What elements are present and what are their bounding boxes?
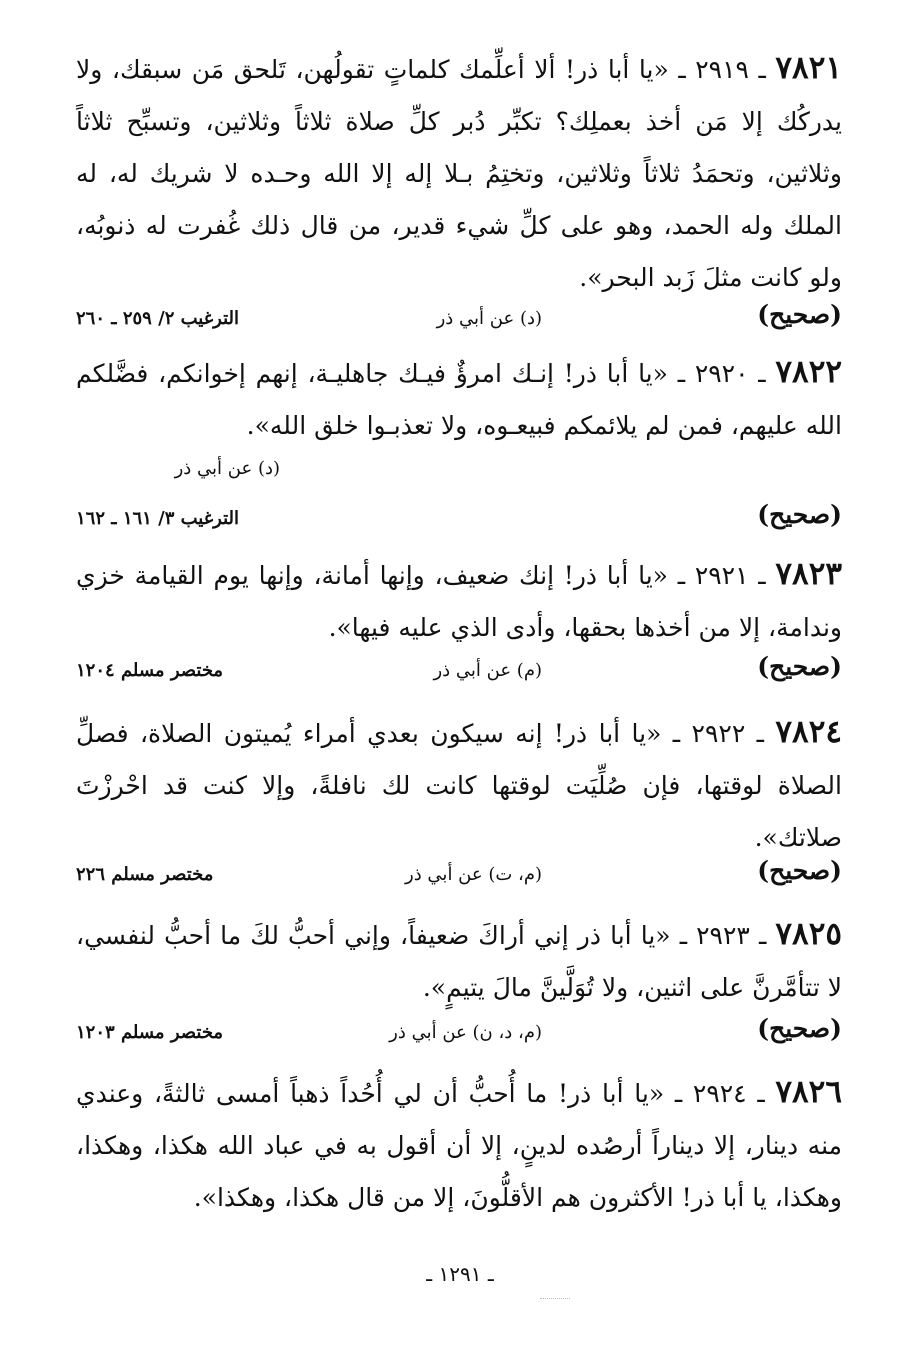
hadith-sub-number: ٢٩٢٤ xyxy=(692,1079,747,1108)
hadith-sub-number: ٢٩٢٣ xyxy=(696,921,750,950)
reference-label: الترغيب ٢/ ٢٥٩ ـ ٢٦٠ xyxy=(76,308,239,329)
hadith-number: ٧٨٢٦ xyxy=(775,1074,842,1110)
reference-label: مختصر مسلم ٢٢٦ xyxy=(76,864,214,885)
source-label: (د) عن أبي ذر xyxy=(436,308,542,329)
hadith-meta xyxy=(76,500,842,540)
source-label: (م) عن أبي ذر xyxy=(433,660,542,681)
reference-label: مختصر مسلم ١٢٠٣ xyxy=(76,1022,224,1043)
hadith-7822: ٧٨٢٢ ـ ٢٩٢٠ ـ «يا أبا ذر! إنـك امرؤٌ فيـك جاهليـة، إنهم إخوانكم، فضَّلكم الله عليهم، فمن لم يلائمكم فبيعـوه، ولا تعذبـوا خلق الله». xyxy=(76,354,842,440)
grade-label: (صحيح) xyxy=(757,856,842,885)
hadith-text: «يا أبا ذر! ما أُحبُّ أن لي أُحُداً ذهباً أمسى ثالثةً، وعندي منه دينار، إلا ديناراً أرصُده لدينٍ، إلا أن أقول به في عباد الله هكذا، وهكذا، وهكذا، يا أبا ذر! الأكثرون هم الأقلُّونَ، إلا من قال هكذا، وهكذا». xyxy=(76,1079,842,1212)
hadith-meta xyxy=(76,300,842,340)
page-number: ـ ١٢٩١ ـ xyxy=(426,1262,494,1286)
hadith-text: «يا أبا ذر! ألا أعلِّمك كلماتٍ تقولُهن، تَلحق مَن سبقك، ولا يدركُك إلا مَن أخذ بعملِك؟ تكبِّر دُبر كلِّ صلاة ثلاثاً وثلاثين، وتسبِّح ثلاثاً وثلاثين، وتحمَدُ ثلاثاً وثلاثين، وتختِمُ بـلا إله إلا الله وحـده لا شريك له، له الملك وله الحمد، وهو على كلِّ شيء قدير، من قال ذلك غُفرت له ذنوبُه، ولو كانت مثلَ زَبد البحر». xyxy=(76,55,842,292)
grade-label: (صحيح) xyxy=(757,300,842,329)
hadith-number: ٧٨٢١ xyxy=(775,50,842,86)
hadith-meta xyxy=(76,856,842,896)
hadith-meta xyxy=(76,1014,842,1054)
hadith-text: «يا أبا ذر! إنه سيكون بعدي أمراء يُميتون الصلاة، فصلِّ الصلاة لوقتها، فإن صُلِّيَت لوقتها كانت لك نافلةً، وإلا كنت قد احْرزْتَ صلاتك». xyxy=(76,719,842,852)
hadith-7826: ٧٨٢٦ ـ ٢٩٢٤ ـ «يا أبا ذر! ما أُحبُّ أن لي أُحُداً ذهباً أمسى ثالثةً، وعندي منه دينار، إلا ديناراً أرصُده لدينٍ، إلا أن أقول به في عباد الله هكذا، وهكذا، وهكذا، يا أبا ذر! الأكثرون هم الأقلُّونَ، إلا من قال هكذا، وهكذا». xyxy=(76,1074,842,1212)
hadith-sub-number: ٢٩٢١ xyxy=(694,561,749,590)
grade-label: (صحيح) xyxy=(757,1014,842,1043)
grade-label: (صحيح) xyxy=(757,652,842,681)
hadith-number: ٧٨٢٤ xyxy=(775,714,842,750)
hadith-7824: ٧٨٢٤ ـ ٢٩٢٢ ـ «يا أبا ذر! إنه سيكون بعدي أمراء يُميتون الصلاة، فصلِّ الصلاة لوقتها، فإن صُلِّيَت لوقتها كانت لك نافلةً، وإلا كنت قد احْرزْتَ صلاتك». xyxy=(76,714,842,852)
hadith-text: «يا أبا ذر إني أراكَ ضعيفاً، وإني أحبُّ لكَ ما أحبُّ لنفسي، لا تتأمَّرنَّ على اثنين، ولا تُوَلَّينَّ مالَ يتيمٍ». xyxy=(76,921,842,1002)
hadith-number: ٧٨٢٣ xyxy=(775,556,842,592)
hadith-sub-number: ٢٩٢٠ xyxy=(694,359,749,388)
hadith-number: ٧٨٢٢ xyxy=(775,354,842,390)
hadith-7821: ٧٨٢١ ـ ٢٩١٩ ـ «يا أبا ذر! ألا أعلِّمك كلماتٍ تقولُهن، تَلحق مَن سبقك، ولا يدركُك إلا مَن أخذ بعملِك؟ تكبِّر دُبر كلِّ صلاة ثلاثاً وثلاثين، وتسبِّح ثلاثاً وثلاثين، وتحمَدُ ثلاثاً وثلاثين، وتختِمُ بـلا إله إلا الله وحـده لا شريك له، له الملك وله الحمد، وهو على كلِّ شيء قدير، من قال ذلك غُفرت له ذنوبُه، ولو كانت مثلَ زَبد البحر». xyxy=(76,50,842,292)
divider xyxy=(540,1298,570,1299)
hadith-sub-number: ٢٩١٩ xyxy=(695,55,749,84)
source-label: (م، ت) عن أبي ذر xyxy=(405,864,542,885)
hadith-7823: ٧٨٢٣ ـ ٢٩٢١ ـ «يا أبا ذر! إنك ضعيف، وإنها أمانة، وإنها يوم القيامة خزي وندامة، إلا من أخذها بحقها، وأدى الذي عليه فيها». xyxy=(76,556,842,642)
hadith-text: «يا أبا ذر! إنـك امرؤٌ فيـك جاهليـة، إنهم إخوانكم، فضَّلكم الله عليهم، فمن لم يلائمكم فبيعـوه، ولا تعذبـوا خلق الله». xyxy=(76,359,842,440)
grade-label: (صحيح) xyxy=(757,500,842,529)
source-label: (م، د، ن) عن أبي ذر xyxy=(389,1022,542,1043)
hadith-text: «يا أبا ذر! إنك ضعيف، وإنها أمانة، وإنها يوم القيامة خزي وندامة، إلا من أخذها بحقها، وأدى الذي عليه فيها». xyxy=(76,561,842,642)
source-label: (د) عن أبي ذر xyxy=(174,458,280,479)
hadith-7825: ٧٨٢٥ ـ ٢٩٢٣ ـ «يا أبا ذر إني أراكَ ضعيفاً، وإني أحبُّ لكَ ما أحبُّ لنفسي، لا تتأمَّرنَّ على اثنين، ولا تُوَلَّينَّ مالَ يتيمٍ». xyxy=(76,916,842,1002)
reference-label: مختصر مسلم ١٢٠٤ xyxy=(76,660,224,681)
hadith-meta xyxy=(76,652,842,692)
hadith-number: ٧٨٢٥ xyxy=(775,916,842,952)
hadith-sub-number: ٢٩٢٢ xyxy=(691,719,746,748)
reference-label: الترغيب ٣/ ١٦١ ـ ١٦٢ xyxy=(76,508,239,529)
